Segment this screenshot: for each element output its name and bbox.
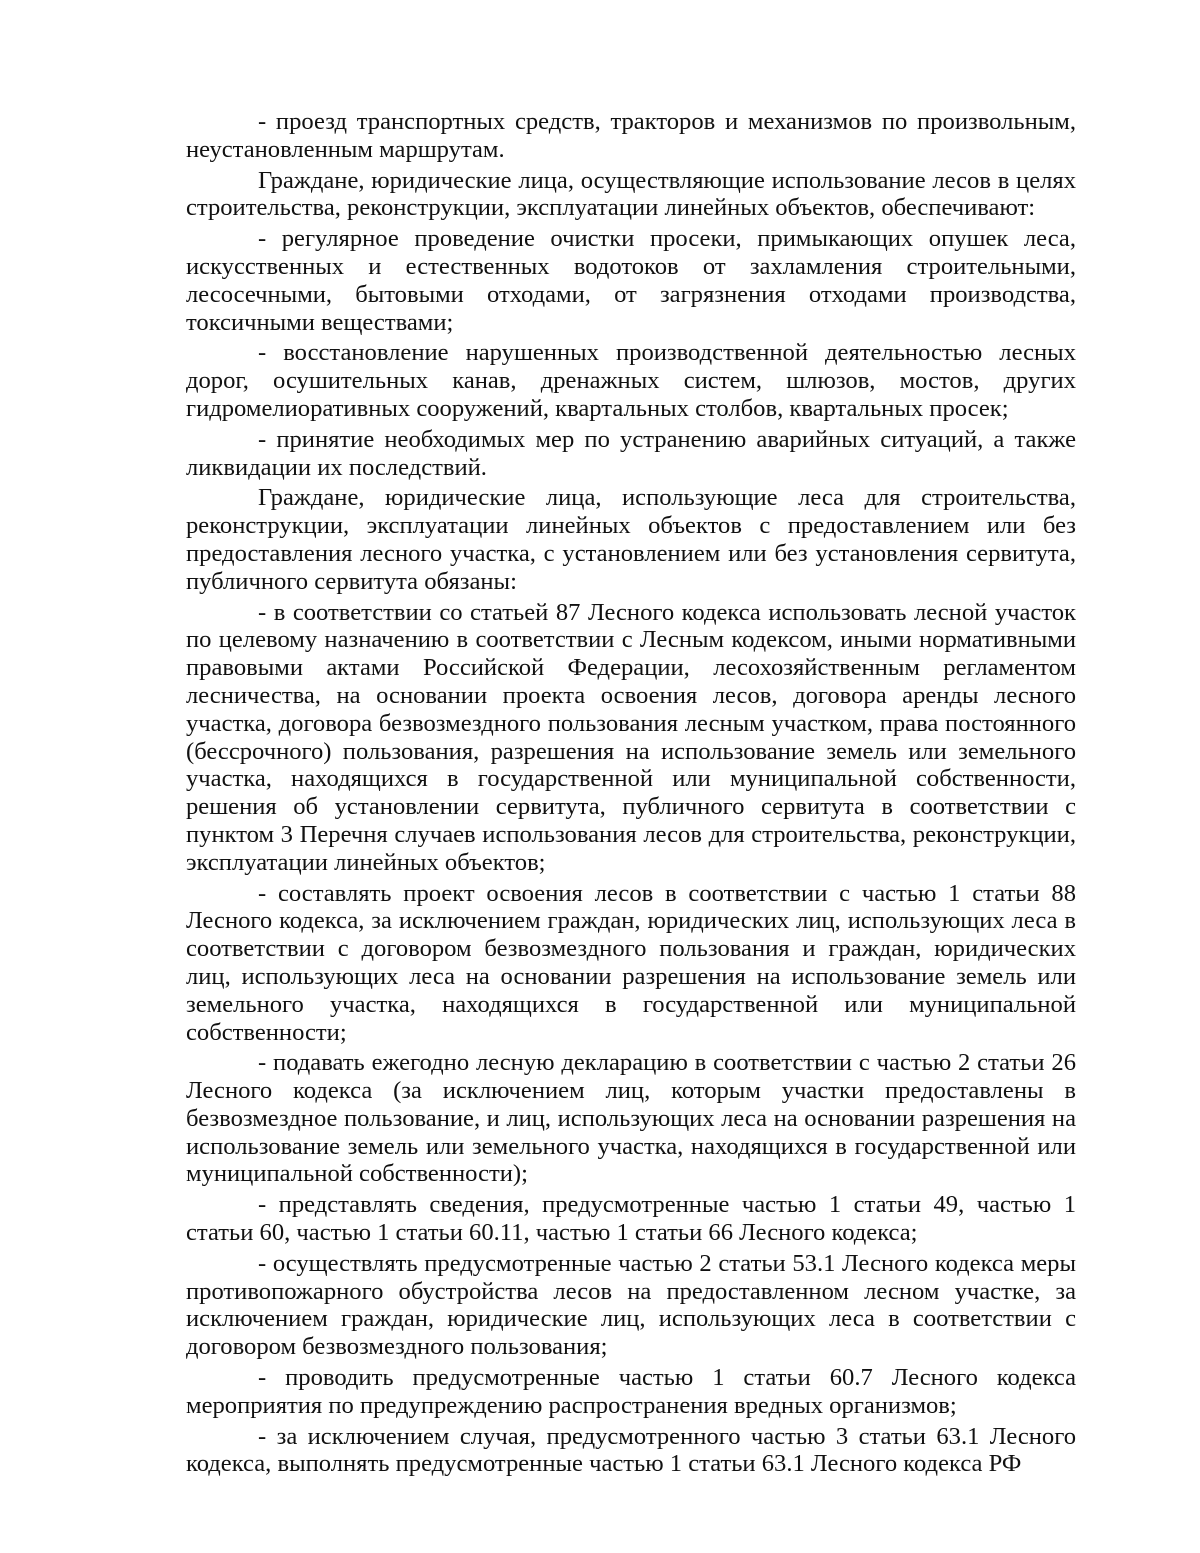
paragraph-fire-prevention: - осуществлять предусмотренные частью 2 статьи 53.1 Лесного кодекса меры противопожарного обустройства лесов на предоставленном лесном участке, за исключением граждан, юридические лиц, использующих леса в соответствии с договором безвозмездного пользования; xyxy=(186,1249,1076,1361)
paragraph-development-project: - составлять проект освоения лесов в соответствии с частью 1 статьи 88 Лесного кодекса, за исключением граждан, юридических лиц, использующих леса в соответствии с договором безвозмездного пользования и граждан, юридических лиц, использующих леса на основании разрешения на использование земель или земельного участка, находящихся в государственной или муниципальной собственности; xyxy=(186,879,1076,1046)
paragraph-submit-information: - представлять сведения, предусмотренные частью 1 статьи 49, частью 1 статьи 60, частью 1 статьи 60.11, частью 1 статьи 66 Лесного кодекса; xyxy=(186,1191,1076,1247)
paragraph-pest-prevention: - проводить предусмотренные частью 1 статьи 60.7 Лесного кодекса мероприятия по предупреждению распространения вредных организмов; xyxy=(186,1364,1076,1419)
paragraph-use-forest-plot: - в соответствии со статьей 87 Лесного кодекса использовать лесной участок по целевому назначению в соответствии с Лесным кодексом, иными нормативными правовыми актами Российской Федерации, лесохозяйственным регламентом лесничества, на основании проекта освоения лесов, договора аренды лесного участка, договора безвозмездного пользования лесным участком, права постоянного (бессрочного) пользования, разрешения на использование земель или земельного участка, находящихся в государственной или муниципальной собственности, решения об установлении сервитута, публичного сервитута в соответствии с пунктом 3 Перечня случаев использования лесов для строительства, реконструкции, эксплуатации линейных объектов; xyxy=(186,598,1076,876)
paragraph-forest-declaration: - подавать ежегодно лесную декларацию в соответствии с частью 2 статьи 26 Лесного кодекса (за исключением лиц, которым участки предоставлены в безвозмездное пользование, и лиц, использующих леса на основании разрешения на использование земель или земельного участка, находящихся в государственной или муниципальной собственности); xyxy=(186,1049,1076,1188)
paragraph-linear-objects-intro: Граждане, юридические лица, осуществляющие использование лесов в целях строительства, реконструкции, эксплуатации линейных объектов, обеспечивают: xyxy=(186,166,1076,222)
document-body xyxy=(186,108,1076,1478)
paragraph-emergency-measures: - принятие необходимых мер по устранению аварийных ситуаций, а также ликвидации их последствий. xyxy=(186,425,1076,481)
paragraph-vehicle-passage: - проезд транспортных средств, тракторов и механизмов по произвольным, неустановленным маршрутам. xyxy=(186,108,1076,163)
paragraph-restoration: - восстановление нарушенных производственной деятельностью лесных дорог, осушительных канав, дренажных систем, шлюзов, мостов, других гидромелиоративных сооружений, квартальных столбов, квартальных просек; xyxy=(186,339,1076,422)
paragraph-obligations-intro: Граждане, юридические лица, использующие леса для строительства, реконструкции, эксплуатации линейных объектов с предоставлением или без предоставления лесного участка, с установлением или без установления сервитута, публичного сервитута обязаны: xyxy=(186,484,1076,595)
paragraph-reforestation: - за исключением случая, предусмотренного частью 3 статьи 63.1 Лесного кодекса, выполнять предусмотренные частью 1 статьи 63.1 Лесного кодекса РФ xyxy=(186,1422,1076,1478)
paragraph-clearing-cleaning: - регулярное проведение очистки просеки, примыкающих опушек леса, искусственных и естественных водотоков от захламления строительными, лесосечными, бытовыми отходами, от загрязнения отходами производства, токсичными веществами; xyxy=(186,225,1076,336)
